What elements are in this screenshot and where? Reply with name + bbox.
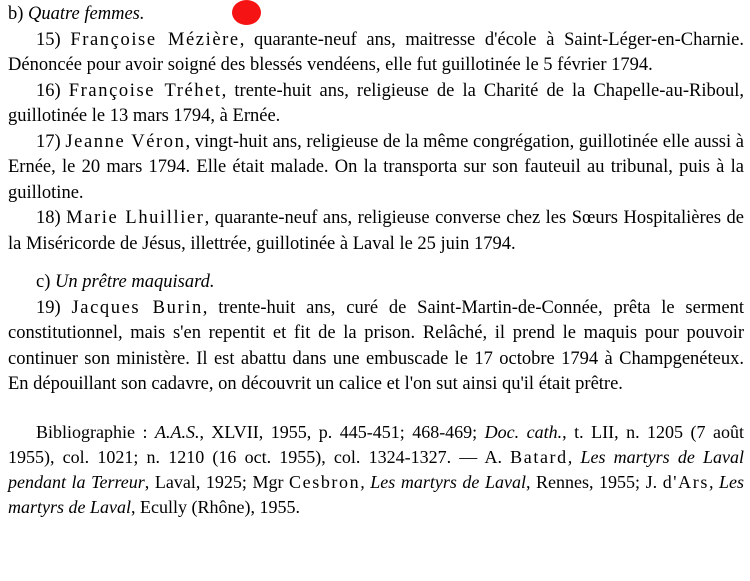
red-dot-marker [232, 0, 261, 25]
bibliography-work-3: , Les martyrs de Laval [8, 471, 744, 517]
bibliography-source-2: Doc. cath. [484, 421, 563, 442]
entry-name-15: Françoise Mézière [70, 29, 240, 50]
entry-number-15: 15) [36, 29, 61, 50]
section-heading-c [8, 270, 744, 296]
entry-16 [8, 79, 744, 130]
entry-number-17: 17) [36, 131, 61, 152]
entry-15 [8, 28, 744, 79]
bibliography-text-1: , XLVII, 1955, p. 445-451; 468-469; [199, 421, 485, 442]
bibliography [8, 420, 744, 520]
entry-text-16: , trente-huit ans, religieuse de la Charité de la Chapelle-au-Riboul, guillotinée le 13 mars 1794, à Ernée. [8, 80, 744, 126]
entry-number-18: 18) [36, 208, 61, 228]
bibliography-text-2: , t. LII, n. 1205 (7 août 1955), col. 1021; n. 1210 (16 oct. 1955), col. 1324-1327. — A. [8, 421, 745, 467]
bibliography-work-2: , Les martyrs de Laval [360, 471, 526, 492]
spacer [8, 257, 744, 270]
entry-text-19: , trente-huit ans, curé de Saint-Martin-de-Connée, prêta le serment constitutionnel, mais s'en repentit et fit de la prison. Relâché, il prend le maquis pour pouvoir continuer son ministère. Il est abattu dans une embuscade le 17 octobre 1794 à Champgenéteux. En dépouillant son cadavre, on découvrit un calice et l'on sut ainsi qu'il était prêtre. [8, 297, 744, 394]
bibliography-author-1: Batard [510, 446, 568, 467]
entry-17 [8, 130, 744, 207]
spacer [8, 398, 744, 420]
section-title-c: Un prêtre maquisard. [55, 272, 215, 292]
bibliography-text-3: , Laval, 1925; Mgr [144, 471, 290, 492]
bibliography-author-3: d'Ars [662, 471, 709, 492]
bibliography-work-1: , Les martyrs de Laval pendant la Terreur [8, 446, 744, 492]
section-title-b: Quatre femmes. [28, 4, 145, 24]
section-marker-b: b) [8, 4, 24, 24]
entry-19 [8, 296, 744, 398]
entry-name-19: Jacques Burin [71, 297, 203, 318]
entry-text-18: , quarante-neuf ans, religieuse converse chez les Sœurs Hospitalières de la Miséricorde de Jésus, illettrée, guillotinée à Laval le 25 juin 1794. [8, 208, 745, 254]
section-heading-b [8, 2, 744, 28]
entry-18 [8, 206, 744, 257]
bibliography-text-5: , Ecully (Rhône), 1955. [131, 496, 300, 517]
entry-name-18: Marie Lhuillier [66, 208, 205, 228]
bibliography-author-2: Cesbron [289, 471, 361, 492]
entry-text-15: , quarante-neuf ans, maitresse d'école à Saint-Léger-en-Charnie. Dénoncée pour avoir soigné des blessés vendéens, elle fut guillotinée le 5 février 1794. [8, 29, 744, 75]
bibliography-source-1: A.A.S. [154, 421, 200, 442]
section-marker-c: c) [36, 272, 51, 292]
document-body [8, 2, 744, 520]
entry-number-19: 19) [36, 297, 61, 318]
bibliography-text-4: , Rennes, 1955; J. [525, 471, 663, 492]
entry-number-16: 16) [36, 80, 61, 101]
entry-text-17: , vingt-huit ans, religieuse de la même congrégation, guillotinée elle aussi à Ernée, le 20 mars 1794. Elle était malade. On la transporta sur son fauteuil au tribunal, puis à la guillotine. [8, 131, 745, 203]
entry-name-16: Françoise Tréhet [68, 80, 222, 101]
bibliography-label: Bibliographie : [36, 421, 148, 442]
entry-name-17: Jeanne Véron [65, 131, 186, 152]
